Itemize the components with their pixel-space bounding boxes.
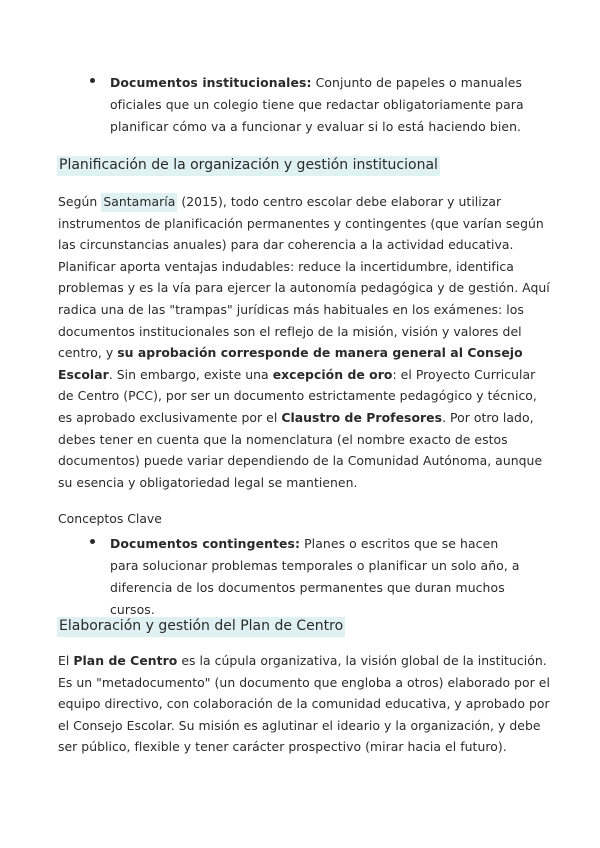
bullet-term: Documentos institucionales: xyxy=(110,75,312,90)
bullet-definition: Conjunto de papeles o manuales oficiales que un colegio tiene que redactar obligatoriamente para planificar cómo va a funcionar y evaluar si lo está haciendo bien. xyxy=(110,75,524,134)
section-heading-plan-de-centro: Elaboración y gestión del Plan de Centro xyxy=(57,615,345,637)
bold-excepcion: excepción de oro xyxy=(272,366,393,382)
bullet-documentos-contingentes xyxy=(90,533,530,621)
bullet-dot xyxy=(90,539,95,544)
bullet-definition: Planes o escritos que se hacen para solucionar problemas temporales o planificar un solo año, a diferencia de los documentos permanentes que duran muchos cursos. xyxy=(110,536,520,617)
bullet-documentos-institucionales xyxy=(90,72,530,138)
author-highlight: Santamaría xyxy=(101,193,177,212)
bold-claustro: Claustro de Profesores xyxy=(281,409,443,425)
bold-plan-de-centro: Plan de Centro xyxy=(73,653,178,668)
bullet-dot xyxy=(90,78,95,83)
bold-consejo-escolar: su aprobación corresponde de manera general al Consejo Escolar xyxy=(58,345,523,382)
paragraph-plan-de-centro: El Plan de Centro es la cúpula organizativa, la visión global de la institución. Es un "metadocumento" (un documento que engloba a otros) elaborado por el equipo directivo, con colaboración de la comunidad educativa, y aprobado por el Consejo Escolar. Su misión es aglutinar el ideario y la organización, y debe ser público, flexible y tener carácter prospectivo (mirar hacia el futuro). xyxy=(58,653,550,755)
concepts-label: Conceptos Clave xyxy=(58,511,162,526)
bullet-term: Documentos contingentes: xyxy=(110,536,301,551)
section-heading-planificacion: Planificación de la organización y gestión institucional xyxy=(57,154,440,176)
paragraph-planificacion: Según Santamaría (2015), todo centro escolar debe elaborar y utilizar instrumentos de planificación permanentes y contingentes (que varían según las circunstancias anuales) para dar coherencia a la actividad educativa. Planificar aporta ventajas indudables: reduce la incertidumbre, identifica problemas y es la vía para ejercer la autonomía pedagógica y de gestión. Aquí radica una de las "trampas" jurídicas más habituales en los exámenes: los documentos institucionales son el reflejo de la misión, visión y valores del centro, y su aprobación corresponde de manera general al Consejo Escolar. Sin embargo, existe una excepción de oro: el Proyecto Curricular de Centro (PCC), por ser un documento estrictamente pedagógico y técnico, es aprobado exclusivamente por el Claustro de Profesores. Por otro lado, debes tener en cuenta que la nomenclatura (el nombre exacto de estos documentos) puede variar dependiendo de la Comunidad Autónoma, aunque su esencia y obligatoriedad legal se mantienen. xyxy=(58,194,550,490)
